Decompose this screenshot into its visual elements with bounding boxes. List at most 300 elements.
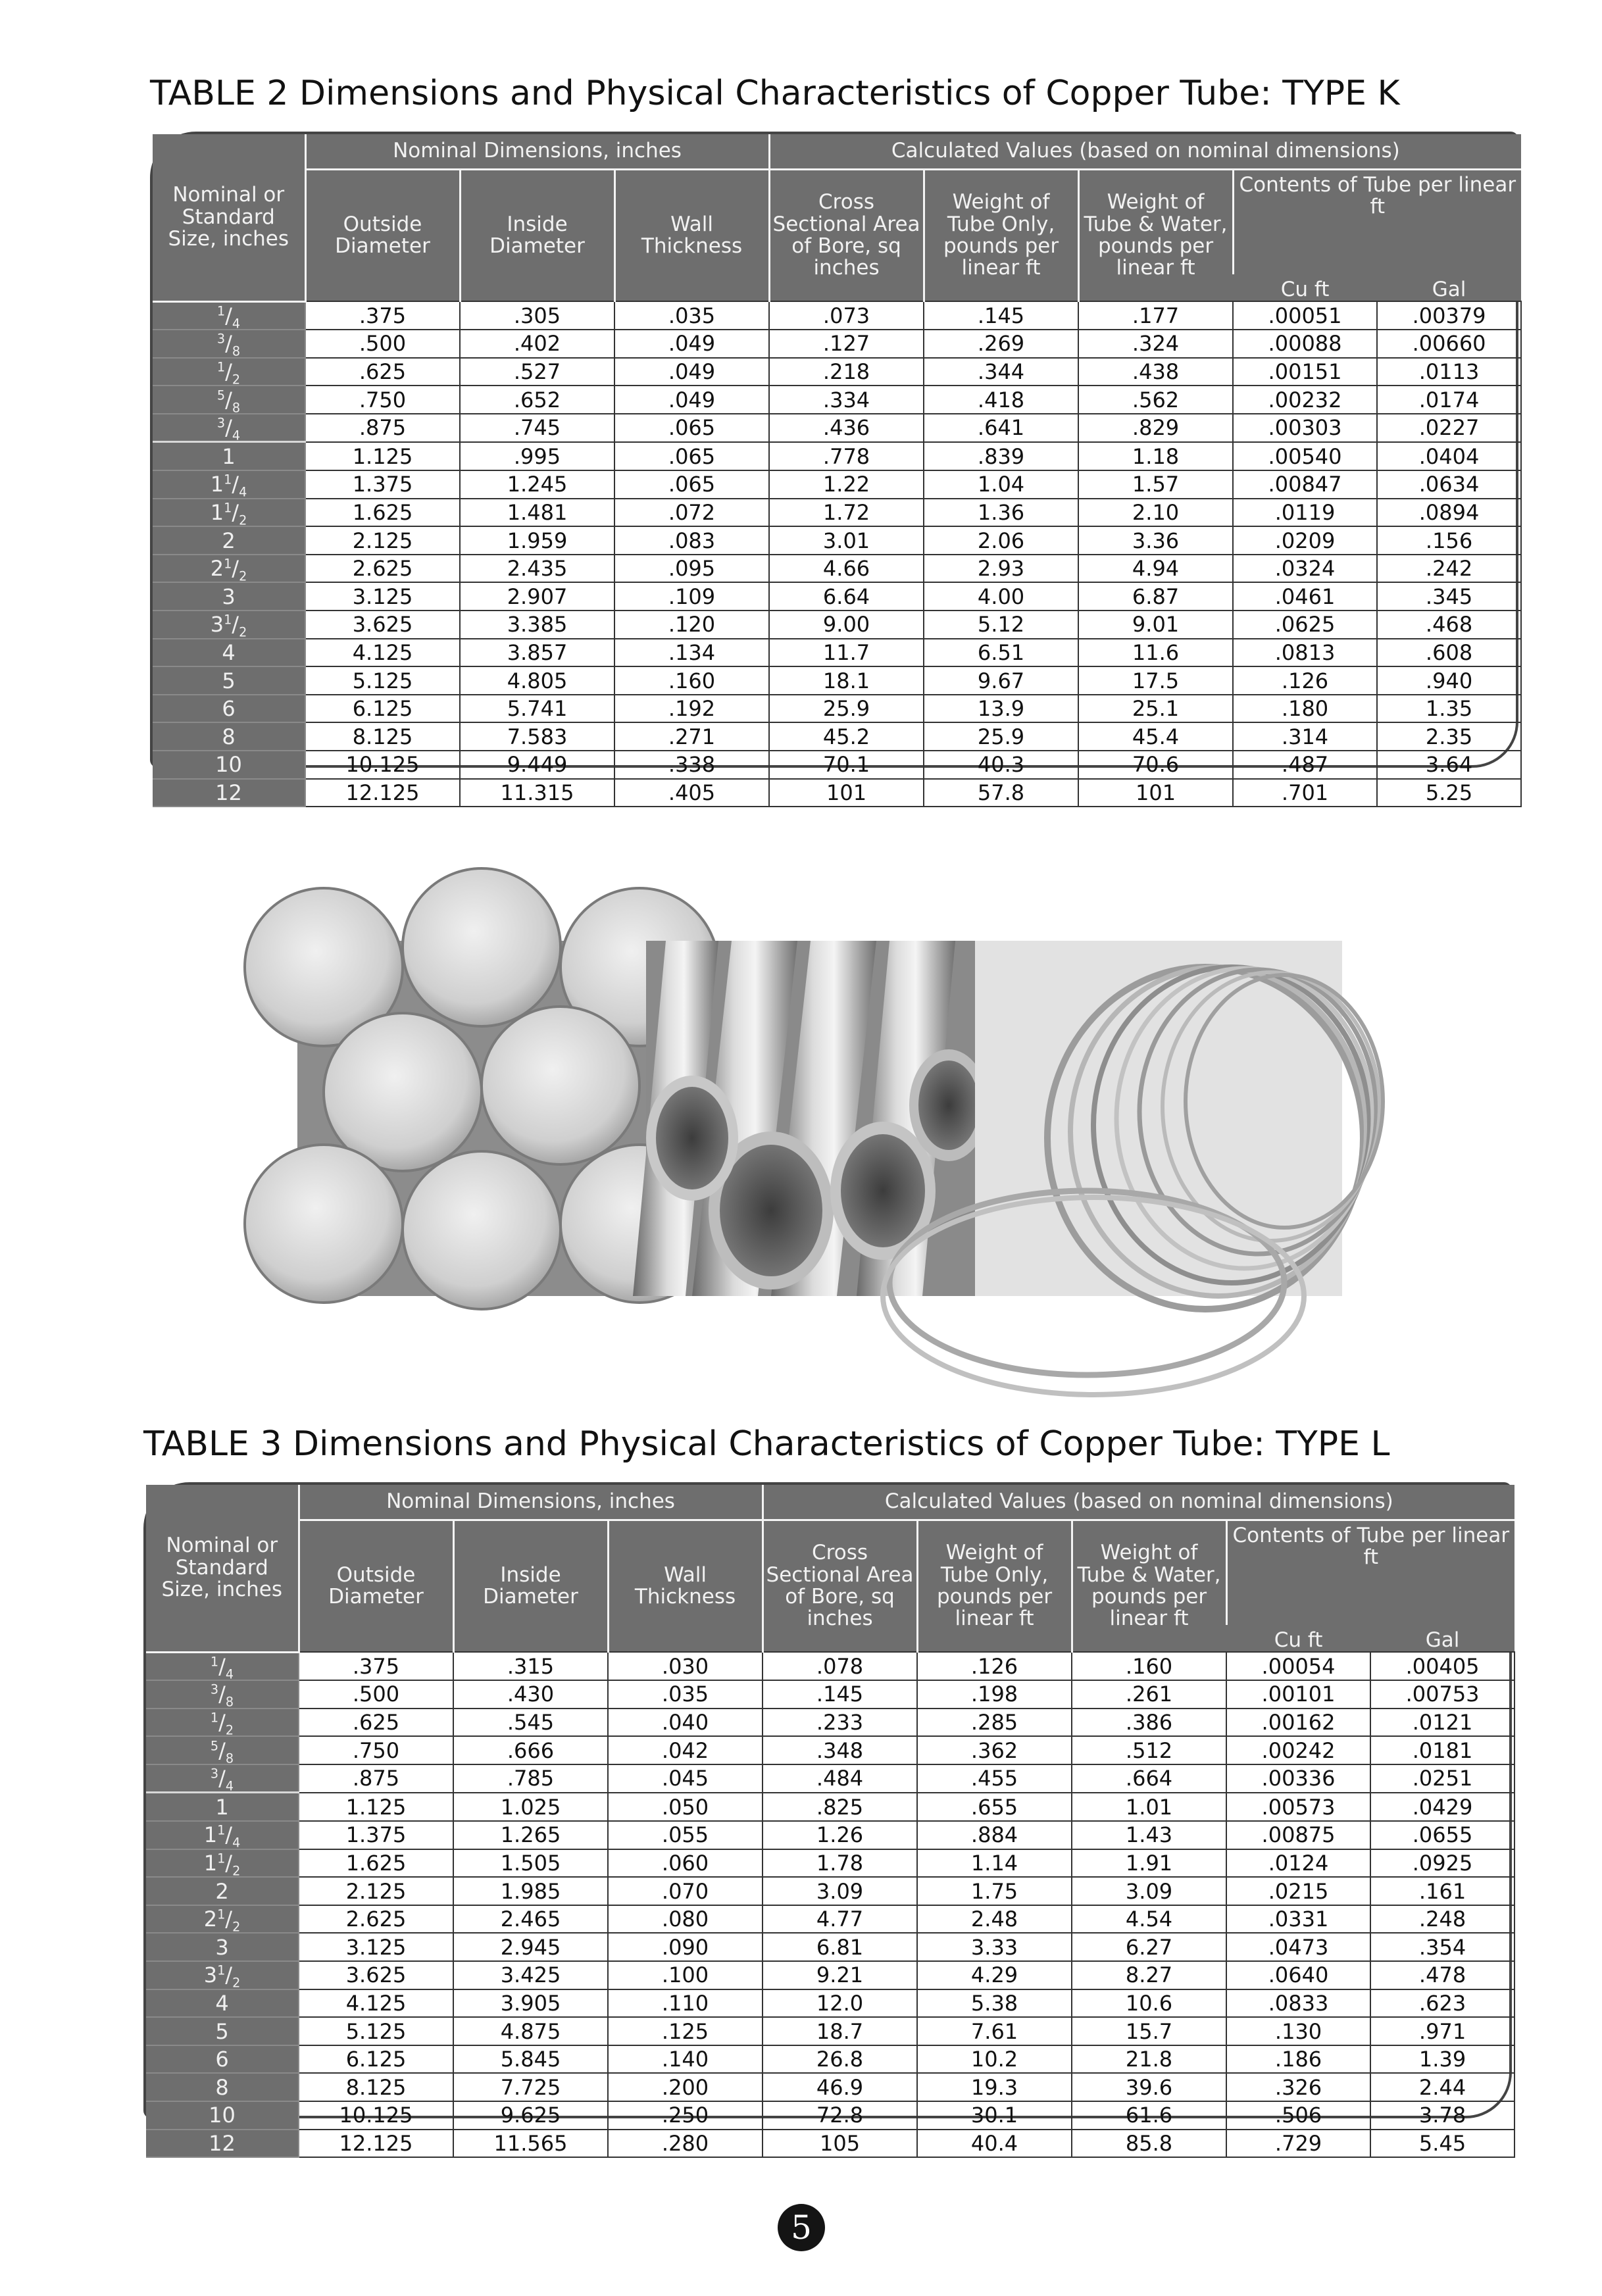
inside-diameter-cell: 11.565: [453, 2130, 608, 2158]
gal-cell: .00379: [1377, 301, 1521, 330]
cross-sectional-area-cell: 46.9: [763, 2073, 917, 2101]
gal-cell: .345: [1377, 582, 1521, 611]
nominal-size-cell: [146, 2017, 299, 2045]
size-header: Nominal or Standard Size, inches: [153, 134, 305, 301]
fraction-numerator: 3: [210, 1682, 219, 1697]
weight-tube-water-cell: 70.6: [1078, 751, 1233, 779]
gal-cell: .242: [1377, 555, 1521, 583]
gal-cell: .248: [1370, 1905, 1514, 1934]
gal-cell: .0655: [1370, 1821, 1514, 1849]
table-row: [146, 2101, 1514, 2130]
outside-diameter-cell: 1.375: [299, 1821, 453, 1849]
cu-ft-cell: .00875: [1226, 1821, 1370, 1849]
weight-tube-water-cell: 11.6: [1078, 639, 1233, 667]
fraction-numerator: 1: [217, 1907, 226, 1922]
weight-tube-water-cell: 6.87: [1078, 582, 1233, 611]
fraction-denominator: 8: [225, 1694, 234, 1710]
outside-diameter-cell: 3.625: [299, 1961, 453, 1989]
gal-cell: .0251: [1370, 1764, 1514, 1793]
inside-diameter-cell: 4.805: [460, 666, 614, 695]
inside-diameter-header: Inside Diameter: [460, 170, 614, 302]
cu-ft-cell: .00101: [1226, 1680, 1370, 1709]
nominal-size-cell: [146, 1849, 299, 1878]
fraction-denominator: 2: [232, 372, 241, 387]
weight-tube-water-cell: 61.6: [1072, 2101, 1226, 2130]
weight-tube-cell: 13.9: [924, 695, 1078, 723]
inside-diameter-cell: .305: [460, 301, 614, 330]
weight-tube-cell: .884: [917, 1821, 1072, 1849]
gal-cell: .0121: [1370, 1709, 1514, 1737]
calculated-values-header: Calculated Values (based on nominal dimensions): [769, 134, 1521, 170]
weight-tube-cell: .418: [924, 386, 1078, 414]
table-row: [146, 1736, 1514, 1764]
cu-ft-cell: .0461: [1233, 582, 1377, 611]
fraction-numerator: 1: [210, 1710, 219, 1726]
fraction-denominator: 4: [232, 428, 241, 443]
cu-ft-cell: .00054: [1226, 1652, 1370, 1680]
nominal-size-cell: [146, 1933, 299, 1961]
nominal-size-cell: [146, 1652, 299, 1680]
outside-diameter-cell: 12.125: [299, 2130, 453, 2158]
cross-sectional-area-cell: .218: [769, 358, 924, 386]
cu-ft-header: Cu ft: [1226, 1625, 1370, 1652]
table-2-body: [153, 301, 1521, 807]
inside-diameter-cell: 2.465: [453, 1905, 608, 1934]
wall-thickness-header: Wall Thickness: [614, 170, 769, 302]
weight-tube-cell: .285: [917, 1709, 1072, 1737]
table-row: [153, 751, 1521, 779]
gal-cell: .0113: [1377, 358, 1521, 386]
outside-diameter-cell: 10.125: [299, 2101, 453, 2130]
weight-tube-water-cell: .512: [1072, 1736, 1226, 1764]
weight-tube-water-cell: .324: [1078, 330, 1233, 358]
inside-diameter-cell: .545: [453, 1709, 608, 1737]
inside-diameter-cell: 2.907: [460, 582, 614, 611]
cu-ft-cell: .326: [1226, 2073, 1370, 2101]
cross-sectional-area-cell: 70.1: [769, 751, 924, 779]
size-whole: 1: [210, 472, 224, 497]
nominal-size-cell: [153, 330, 305, 358]
cross-sectional-area-cell: 1.26: [763, 1821, 917, 1849]
cross-sectional-area-cell: 25.9: [769, 695, 924, 723]
weight-tube-water-cell: .438: [1078, 358, 1233, 386]
cu-ft-cell: .00232: [1233, 386, 1377, 414]
size-header: Nominal or Standard Size, inches: [146, 1485, 299, 1652]
cross-sectional-area-header: Cross Sectional Area of Bore, sq inches: [769, 170, 924, 302]
table-row: [153, 695, 1521, 723]
weight-tube-cell: 3.33: [917, 1933, 1072, 1961]
weight-tube-water-cell: 4.94: [1078, 555, 1233, 583]
fraction-denominator: 4: [232, 1835, 241, 1851]
nominal-size-cell: [153, 695, 305, 723]
outside-diameter-cell: 1.125: [305, 442, 460, 470]
cu-ft-cell: .0473: [1226, 1933, 1370, 1961]
weight-tube-water-cell: .664: [1072, 1764, 1226, 1793]
cu-ft-cell: .729: [1226, 2130, 1370, 2158]
cu-ft-cell: .00242: [1226, 1736, 1370, 1764]
wall-thickness-cell: .060: [608, 1849, 763, 1878]
nominal-size-cell: [146, 1709, 299, 1737]
fraction-denominator: 2: [225, 1722, 234, 1738]
outside-diameter-cell: 1.625: [299, 1849, 453, 1878]
nominal-size-cell: [153, 611, 305, 639]
weight-tube-cell: 7.61: [917, 2017, 1072, 2045]
nominal-size-cell: [153, 751, 305, 779]
table-row: [153, 414, 1521, 442]
gal-header: Gal: [1370, 1625, 1514, 1652]
inside-diameter-cell: 5.741: [460, 695, 614, 723]
wall-thickness-cell: .338: [614, 751, 769, 779]
table-row: [146, 1652, 1514, 1680]
nominal-size-cell: [153, 358, 305, 386]
cu-ft-cell: .186: [1226, 2045, 1370, 2074]
size-fraction: $^5/_8$: [210, 1737, 234, 1766]
fraction-numerator: 1: [224, 556, 232, 572]
weight-tube-water-cell: 17.5: [1078, 666, 1233, 695]
cu-ft-cell: .487: [1233, 751, 1377, 779]
outside-diameter-cell: 12.125: [305, 779, 460, 807]
cross-sectional-area-cell: .334: [769, 386, 924, 414]
size-fraction: $^5/_8$: [216, 387, 241, 415]
weight-tube-cell: .198: [917, 1680, 1072, 1709]
size-fraction: $^1/_2$: [224, 499, 247, 528]
wall-thickness-cell: .095: [614, 555, 769, 583]
gal-cell: .468: [1377, 611, 1521, 639]
outside-diameter-cell: .625: [305, 358, 460, 386]
inside-diameter-cell: .666: [453, 1736, 608, 1764]
weight-tube-cell: 40.4: [917, 2130, 1072, 2158]
size-fraction: $^1/_2$: [217, 1907, 241, 1935]
size-whole: 1: [203, 1822, 218, 1848]
weight-tube-water-header: Weight of Tube & Water, pounds per linear ft: [1078, 170, 1233, 302]
cross-sectional-area-cell: 6.64: [769, 582, 924, 611]
wall-thickness-cell: .030: [608, 1652, 763, 1680]
fraction-denominator: 4: [239, 484, 247, 500]
weight-tube-water-cell: 21.8: [1072, 2045, 1226, 2074]
table-row: [146, 1793, 1514, 1821]
fraction-denominator: 2: [239, 624, 247, 640]
wall-thickness-cell: .040: [608, 1709, 763, 1737]
wall-thickness-cell: .160: [614, 666, 769, 695]
size-whole: 2: [222, 528, 236, 553]
weight-tube-cell: 2.06: [924, 526, 1078, 555]
wall-thickness-cell: .140: [608, 2045, 763, 2074]
table-row: [146, 1709, 1514, 1737]
cu-ft-cell: .00573: [1226, 1793, 1370, 1821]
outside-diameter-cell: 4.125: [299, 1989, 453, 2018]
cu-ft-cell: .0331: [1226, 1905, 1370, 1934]
cross-sectional-area-header: Cross Sectional Area of Bore, sq inches: [763, 1520, 917, 1653]
fraction-numerator: 1: [224, 612, 232, 628]
outside-diameter-cell: .500: [305, 330, 460, 358]
outside-diameter-cell: 8.125: [305, 722, 460, 751]
cu-ft-cell: .00303: [1233, 414, 1377, 442]
table-row: [153, 330, 1521, 358]
inside-diameter-cell: 2.945: [453, 1933, 608, 1961]
cross-sectional-area-cell: 1.22: [769, 470, 924, 499]
outside-diameter-cell: 6.125: [299, 2045, 453, 2074]
nominal-size-cell: [153, 722, 305, 751]
weight-tube-cell: .641: [924, 414, 1078, 442]
nominal-size-cell: [153, 526, 305, 555]
inside-diameter-cell: 3.385: [460, 611, 614, 639]
table-3-body: [146, 1652, 1514, 2157]
size-whole: 1: [222, 443, 236, 469]
nominal-size-cell: [146, 2101, 299, 2130]
outside-diameter-header: Outside Diameter: [299, 1520, 453, 1653]
wall-thickness-cell: .271: [614, 722, 769, 751]
size-whole: 2: [203, 1907, 218, 1932]
nominal-size-cell: [153, 301, 305, 330]
weight-tube-water-cell: 1.43: [1072, 1821, 1226, 1849]
weight-tube-cell: .655: [917, 1793, 1072, 1821]
cross-sectional-area-cell: 18.7: [763, 2017, 917, 2045]
gal-cell: .0181: [1370, 1736, 1514, 1764]
nominal-size-cell: [146, 1877, 299, 1905]
cross-sectional-area-cell: 11.7: [769, 639, 924, 667]
size-whole: 4: [222, 639, 236, 665]
copper-tube-stack-photo: [633, 941, 988, 1296]
wall-thickness-cell: .042: [608, 1736, 763, 1764]
gal-cell: 2.44: [1370, 2073, 1514, 2101]
weight-tube-water-cell: 15.7: [1072, 2017, 1226, 2045]
table-2-title: TABLE 2 Dimensions and Physical Characteristics of Copper Tube: TYPE K: [150, 74, 1400, 113]
nominal-size-cell: [153, 666, 305, 695]
cu-ft-cell: .0625: [1233, 611, 1377, 639]
gal-cell: .0925: [1370, 1849, 1514, 1878]
size-whole: 3: [203, 1962, 218, 1988]
size-whole: 1: [210, 499, 224, 525]
cu-ft-cell: .00051: [1233, 301, 1377, 330]
wall-thickness-cell: .049: [614, 386, 769, 414]
outside-diameter-cell: 1.125: [299, 1793, 453, 1821]
weight-tube-water-cell: 10.6: [1072, 1989, 1226, 2018]
cross-sectional-area-cell: 45.2: [769, 722, 924, 751]
table-row: [153, 666, 1521, 695]
wall-thickness-cell: .072: [614, 499, 769, 527]
table-row: [153, 470, 1521, 499]
size-fraction: $^1/_4$: [224, 472, 247, 500]
fraction-denominator: 2: [239, 512, 247, 528]
inside-diameter-header: Inside Diameter: [453, 1520, 608, 1653]
table-row: [153, 611, 1521, 639]
cross-sectional-area-cell: .073: [769, 301, 924, 330]
fraction-numerator: 1: [216, 359, 226, 375]
fraction-numerator: 1: [217, 1851, 226, 1866]
gal-cell: .0174: [1377, 386, 1521, 414]
nominal-size-cell: [153, 414, 305, 442]
weight-tube-cell: .126: [917, 1652, 1072, 1680]
cross-sectional-area-cell: 101: [769, 779, 924, 807]
cross-sectional-area-cell: 4.66: [769, 555, 924, 583]
outside-diameter-cell: 3.625: [305, 611, 460, 639]
cu-ft-cell: .00847: [1233, 470, 1377, 499]
nominal-size-cell: [153, 386, 305, 414]
cross-sectional-area-cell: .078: [763, 1652, 917, 1680]
table-row: [146, 1905, 1514, 1934]
cu-ft-cell: .126: [1233, 666, 1377, 695]
size-whole: 6: [222, 696, 236, 722]
weight-tube-water-cell: .177: [1078, 301, 1233, 330]
gal-cell: 5.25: [1377, 779, 1521, 807]
cross-sectional-area-cell: 9.21: [763, 1961, 917, 1989]
wall-thickness-cell: .250: [608, 2101, 763, 2130]
size-whole: 12: [215, 780, 242, 805]
size-fraction: $^1/_4$: [216, 303, 241, 332]
inside-diameter-cell: .315: [453, 1652, 608, 1680]
inside-diameter-cell: 1.481: [460, 499, 614, 527]
size-whole: 10: [209, 2103, 236, 2128]
cross-sectional-area-cell: 26.8: [763, 2045, 917, 2074]
fraction-denominator: 4: [225, 1666, 234, 1682]
size-fraction: $^3/_4$: [216, 415, 241, 443]
cu-ft-cell: .00088: [1233, 330, 1377, 358]
contents-header: Contents of Tube per linear ft: [1233, 170, 1521, 275]
gal-cell: .00753: [1370, 1680, 1514, 1709]
fraction-denominator: 2: [239, 568, 247, 584]
weight-tube-cell: 9.67: [924, 666, 1078, 695]
table-row: [146, 1849, 1514, 1878]
gal-cell: .354: [1370, 1933, 1514, 1961]
outside-diameter-cell: .625: [299, 1709, 453, 1737]
cu-ft-cell: .00336: [1226, 1764, 1370, 1793]
table-row: [153, 582, 1521, 611]
table-row: [146, 2073, 1514, 2101]
contents-header: Contents of Tube per linear ft: [1226, 1520, 1514, 1626]
nominal-size-cell: [146, 1680, 299, 1709]
size-fraction: $^1/_2$: [210, 1709, 234, 1738]
inside-diameter-cell: 1.985: [453, 1877, 608, 1905]
outside-diameter-cell: 1.625: [305, 499, 460, 527]
fraction-numerator: 1: [217, 1962, 226, 1978]
nominal-size-cell: [153, 499, 305, 527]
weight-tube-cell: 6.51: [924, 639, 1078, 667]
weight-tube-cell: 10.2: [917, 2045, 1072, 2074]
gal-cell: 3.64: [1377, 751, 1521, 779]
weight-tube-header: Weight of Tube Only, pounds per linear ft: [924, 170, 1078, 302]
inside-diameter-cell: 9.449: [460, 751, 614, 779]
gal-cell: .478: [1370, 1961, 1514, 1989]
weight-tube-water-cell: 3.09: [1072, 1877, 1226, 1905]
fraction-numerator: 3: [216, 331, 226, 347]
outside-diameter-cell: 10.125: [305, 751, 460, 779]
inside-diameter-cell: 11.315: [460, 779, 614, 807]
cross-sectional-area-cell: 18.1: [769, 666, 924, 695]
weight-tube-header: Weight of Tube Only, pounds per linear ft: [917, 1520, 1072, 1653]
table-row: [146, 2130, 1514, 2158]
outside-diameter-cell: .875: [299, 1764, 453, 1793]
inside-diameter-cell: .785: [453, 1764, 608, 1793]
cross-sectional-area-cell: 3.09: [763, 1877, 917, 1905]
fraction-numerator: 1: [224, 472, 232, 487]
size-whole: 8: [215, 2074, 229, 2100]
table-row: [153, 639, 1521, 667]
outside-diameter-cell: 2.625: [305, 555, 460, 583]
wall-thickness-cell: .065: [614, 414, 769, 442]
cu-ft-cell: .00151: [1233, 358, 1377, 386]
size-whole: 12: [209, 2130, 236, 2156]
weight-tube-cell: .344: [924, 358, 1078, 386]
wall-thickness-cell: .109: [614, 582, 769, 611]
size-fraction: $^1/_4$: [217, 1822, 241, 1851]
wall-thickness-cell: .035: [608, 1680, 763, 1709]
fraction-numerator: 5: [216, 387, 226, 403]
weight-tube-cell: .839: [924, 442, 1078, 470]
gal-cell: .971: [1370, 2017, 1514, 2045]
cross-sectional-area-cell: 9.00: [769, 611, 924, 639]
gal-cell: .156: [1377, 526, 1521, 555]
cu-ft-cell: .0813: [1233, 639, 1377, 667]
weight-tube-cell: 1.36: [924, 499, 1078, 527]
fraction-denominator: 2: [232, 1975, 241, 1991]
cu-ft-header: Cu ft: [1233, 274, 1377, 301]
table-2-grid: [153, 134, 1522, 807]
weight-tube-water-cell: 6.27: [1072, 1933, 1226, 1961]
gal-cell: 1.35: [1377, 695, 1521, 723]
cross-sectional-area-cell: .127: [769, 330, 924, 358]
inside-diameter-cell: 7.583: [460, 722, 614, 751]
cu-ft-cell: .0215: [1226, 1877, 1370, 1905]
inside-diameter-cell: 3.905: [453, 1989, 608, 2018]
cu-ft-cell: .0833: [1226, 1989, 1370, 2018]
cross-sectional-area-cell: .233: [763, 1709, 917, 1737]
fraction-numerator: 1: [217, 1822, 226, 1838]
fraction-numerator: 1: [224, 500, 232, 516]
cross-sectional-area-cell: .436: [769, 414, 924, 442]
weight-tube-water-cell: .261: [1072, 1680, 1226, 1709]
weight-tube-water-cell: .562: [1078, 386, 1233, 414]
inside-diameter-cell: .527: [460, 358, 614, 386]
wall-thickness-cell: .100: [608, 1961, 763, 1989]
cu-ft-cell: .0324: [1233, 555, 1377, 583]
size-whole: 10: [215, 752, 242, 778]
size-whole: 2: [210, 556, 224, 582]
nominal-size-cell: [153, 470, 305, 499]
gal-cell: .0429: [1370, 1793, 1514, 1821]
inside-diameter-cell: 5.845: [453, 2045, 608, 2074]
fraction-denominator: 2: [232, 1863, 241, 1879]
cu-ft-cell: .0124: [1226, 1849, 1370, 1878]
gal-cell: .0227: [1377, 414, 1521, 442]
table-row: [153, 555, 1521, 583]
weight-tube-cell: 5.38: [917, 1989, 1072, 2018]
table-row: [146, 1764, 1514, 1793]
table-row: [153, 386, 1521, 414]
gal-cell: .161: [1370, 1877, 1514, 1905]
weight-tube-water-cell: 1.91: [1072, 1849, 1226, 1878]
fraction-denominator: 4: [225, 1778, 234, 1794]
calculated-values-header: Calculated Values (based on nominal dimensions): [763, 1485, 1514, 1520]
wall-thickness-cell: .049: [614, 358, 769, 386]
cross-sectional-area-cell: 1.72: [769, 499, 924, 527]
size-whole: 3: [215, 1934, 229, 1960]
weight-tube-water-cell: .829: [1078, 414, 1233, 442]
weight-tube-cell: 2.48: [917, 1905, 1072, 1934]
inside-diameter-cell: 1.245: [460, 470, 614, 499]
weight-tube-water-cell: 101: [1078, 779, 1233, 807]
gal-cell: 3.78: [1370, 2101, 1514, 2130]
gal-cell: 5.45: [1370, 2130, 1514, 2158]
wall-thickness-cell: .134: [614, 639, 769, 667]
nominal-size-cell: [153, 555, 305, 583]
weight-tube-cell: 19.3: [917, 2073, 1072, 2101]
nominal-size-cell: [146, 1989, 299, 2018]
wall-thickness-cell: .192: [614, 695, 769, 723]
nominal-size-cell: [153, 582, 305, 611]
outside-diameter-cell: 2.125: [299, 1877, 453, 1905]
wall-thickness-cell: .080: [608, 1905, 763, 1934]
inside-diameter-cell: 4.875: [453, 2017, 608, 2045]
